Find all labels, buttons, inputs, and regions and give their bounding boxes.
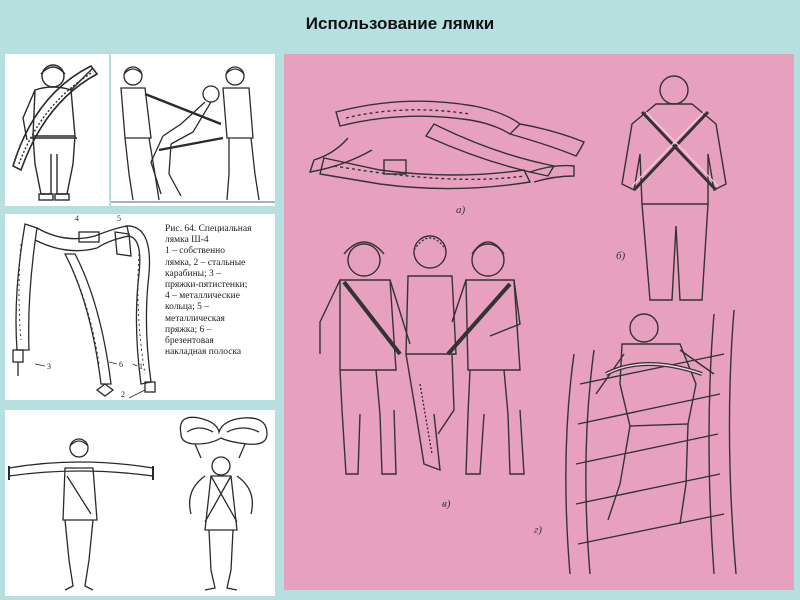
callout-6: 6 xyxy=(119,360,123,369)
caption-line: карабины; 3 – xyxy=(165,268,221,279)
page-title: Использование лямки xyxy=(305,14,495,33)
strap-folding-illustration xyxy=(5,410,275,596)
two-soldiers-carry-drawing xyxy=(111,54,275,206)
two-soldiers-carry-illustration xyxy=(111,54,275,206)
strap-shoulder-carry-drawing xyxy=(5,54,109,206)
label-v: в) xyxy=(442,498,451,510)
callout-2: 2 xyxy=(121,390,125,399)
caption-line: накладная полоска xyxy=(165,347,242,358)
callout-5: 5 xyxy=(117,214,121,223)
callout-4: 4 xyxy=(75,214,79,223)
caption-line: Рис. 64. Специальная xyxy=(165,224,252,234)
callout-1: 1 xyxy=(139,362,143,371)
strap-sh4-figure xyxy=(5,214,275,400)
caption-line: кольца; 5 – xyxy=(165,302,210,313)
caption-line: пряжка; 6 – xyxy=(165,324,212,335)
caption-line: лямка Ш-4 xyxy=(165,235,209,246)
label-b: б) xyxy=(616,250,626,262)
strap-usage-drawing xyxy=(284,54,794,590)
callout-3: 3 xyxy=(47,362,51,371)
caption-line: 1 – собственно xyxy=(165,246,225,257)
figure-caption xyxy=(165,224,273,358)
caption-line: лямка, 2 – стальные xyxy=(165,257,246,268)
strap-shoulder-carry-illustration xyxy=(5,54,109,206)
caption-line: брезентовая xyxy=(165,336,214,347)
strap-usage-illustration xyxy=(284,54,794,590)
strap-folding-drawing xyxy=(5,410,275,596)
label-a: а) xyxy=(456,204,466,216)
caption-line: 4 – металлические xyxy=(165,291,240,302)
caption-line: пряжки-пятистенки; xyxy=(165,280,248,291)
caption-line: металлическая xyxy=(165,313,225,324)
label-g: г) xyxy=(534,524,542,536)
